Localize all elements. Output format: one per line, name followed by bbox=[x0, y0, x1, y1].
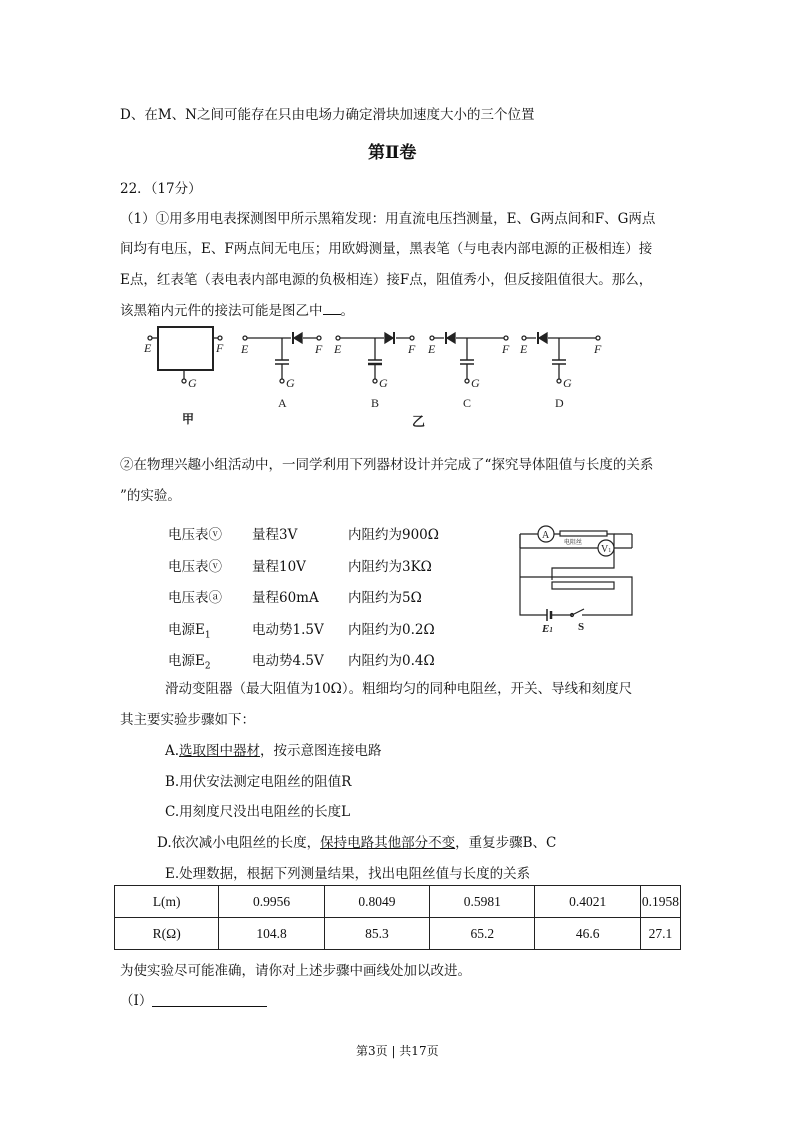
table-cell: 46.6 bbox=[535, 918, 640, 950]
equipment-name: 电压表ⓥ bbox=[168, 558, 222, 575]
equipment-resistance: 内阻约为0.2Ω bbox=[348, 621, 435, 638]
table-cell: 104.8 bbox=[219, 918, 324, 950]
step-d bbox=[157, 831, 556, 851]
resistance-wire bbox=[560, 531, 607, 536]
text: A. bbox=[165, 743, 180, 759]
answer-blank bbox=[323, 314, 341, 315]
row-header: R(Ω) bbox=[115, 918, 219, 950]
rheostat bbox=[552, 582, 614, 589]
table-row bbox=[115, 918, 681, 950]
label-g: G bbox=[188, 376, 197, 390]
label: F bbox=[408, 342, 416, 356]
label-jia: 甲 bbox=[182, 412, 195, 426]
text: 电源E bbox=[168, 621, 205, 638]
answer-label: （I） bbox=[120, 993, 153, 1009]
table-cell: 65.2 bbox=[430, 918, 535, 950]
text: 该黑箱内元件的接法可能是图乙中 bbox=[120, 303, 323, 319]
label: E bbox=[520, 342, 528, 356]
label: C bbox=[463, 396, 472, 410]
circuit-diagram bbox=[512, 520, 642, 635]
equipment-range: 量程60mA bbox=[252, 590, 319, 606]
equipment-name bbox=[168, 618, 211, 641]
table-cell: 0.9956 bbox=[219, 886, 324, 918]
paragraph-line: ”的实验。 bbox=[120, 488, 181, 504]
subscript: 1 bbox=[204, 630, 211, 641]
text: D.依次减小电阻丝的长度， bbox=[157, 835, 321, 851]
label: F bbox=[594, 342, 602, 356]
equipment-range: 量程3V bbox=[252, 527, 298, 543]
option-d: D、在M、N之间可能存在只由电场力确定滑块加速度大小的三个位置 bbox=[120, 107, 535, 123]
label: B bbox=[371, 396, 380, 410]
equipment-range: 量程10V bbox=[252, 558, 306, 575]
underlined-text: 保持电路其他部分不变 bbox=[320, 835, 456, 851]
table-cell: 0.5981 bbox=[430, 886, 535, 918]
table-cell: 0.1958 bbox=[640, 886, 680, 918]
paragraph-line: 其主要实验步骤如下： bbox=[120, 712, 255, 728]
option-D-circuit bbox=[519, 332, 602, 410]
step-c: C.用刻度尺没出电阻丝的长度L bbox=[165, 804, 351, 820]
table-cell: 0.8049 bbox=[324, 886, 429, 918]
text: 电源E bbox=[168, 653, 205, 669]
figure-jia bbox=[143, 327, 224, 426]
paragraph-line: （1）①用多用电表探测图甲所示黑箱发现：用直流电压挡测量，E、G两点间和F、G两点 bbox=[120, 211, 656, 227]
label: E bbox=[428, 342, 436, 356]
label-e: E bbox=[144, 341, 152, 355]
voltmeter-label: V1 bbox=[601, 544, 612, 555]
label: E bbox=[334, 342, 342, 356]
equipment-range: 电动势1.5V bbox=[252, 621, 324, 638]
equipment-resistance: 内阻约为900Ω bbox=[348, 527, 439, 543]
wire-label: 电阻丝 bbox=[564, 540, 583, 546]
paragraph-line: 间均有电压，E、F两点间无电压；用欧姆测量，黑表笔（与电表内部电源的正极相连）接 bbox=[120, 241, 653, 257]
equipment-resistance: 内阻约为0.4Ω bbox=[348, 653, 435, 669]
label: D bbox=[555, 396, 564, 410]
option-B-circuit bbox=[333, 332, 416, 410]
row-header: L(m) bbox=[115, 886, 219, 918]
equipment-name: 电压表ⓥ bbox=[168, 527, 222, 543]
table-cell: 0.4021 bbox=[535, 886, 640, 918]
label: G bbox=[563, 376, 572, 390]
equipment-range: 电动势4.5V bbox=[252, 653, 324, 669]
subscript: 2 bbox=[204, 661, 211, 672]
option-A-circuit bbox=[240, 332, 323, 410]
question-number: 22．（17分） bbox=[120, 181, 202, 197]
black-box-figure bbox=[110, 320, 610, 440]
option-C-circuit bbox=[427, 332, 510, 410]
label: E bbox=[241, 342, 249, 356]
label: G bbox=[379, 376, 388, 390]
section-title: 第Ⅱ卷 bbox=[368, 143, 417, 163]
underlined-text: 选取图中器材 bbox=[179, 743, 261, 759]
text: ，重复步骤B、C bbox=[455, 835, 557, 851]
table-cell: 85.3 bbox=[324, 918, 429, 950]
equipment-name: 电压表ⓐ bbox=[168, 590, 222, 606]
label: G bbox=[471, 376, 480, 390]
page-footer: 第3页 | 共17页 bbox=[356, 1044, 439, 1058]
paragraph-line: E点，红表笔（表电表内部电源的负极相连）接F点，阻值秀小，但反接阻值很大。那么， bbox=[120, 272, 653, 288]
equipment-name bbox=[168, 649, 211, 672]
label: G bbox=[286, 376, 295, 390]
step-a bbox=[165, 739, 382, 759]
paragraph-line: 滑动变阻器（最大阻值为10Ω）。粗细均匀的同种电阻丝，开关、导线和刻度尺 bbox=[165, 681, 633, 697]
switch-label: S bbox=[578, 621, 585, 633]
step-e: E.处理数据，根据下列测量结果，找出电阻丝值与长度的关系 bbox=[165, 866, 531, 882]
label: F bbox=[315, 342, 323, 356]
paragraph-line: ②在物理兴趣小组活动中，一同学利用下列器材设计并完成了“探究导体阻值与长度的关系 bbox=[120, 457, 654, 473]
text: 。 bbox=[340, 303, 354, 319]
equipment-resistance: 内阻约为3KΩ bbox=[348, 558, 432, 575]
label: A bbox=[278, 396, 287, 410]
equipment-resistance: 内阻约为5Ω bbox=[348, 590, 422, 606]
text: ，按示意图连接电路 bbox=[260, 743, 382, 759]
data-table bbox=[114, 885, 681, 950]
label-f: F bbox=[216, 341, 224, 355]
ammeter-label: A bbox=[542, 530, 550, 541]
table-cell: 27.1 bbox=[640, 918, 680, 950]
label-yi: 乙 bbox=[412, 414, 426, 429]
label: F bbox=[502, 342, 510, 356]
paragraph-line bbox=[120, 299, 354, 319]
step-b: B.用伏安法测定电阻丝的阻值R bbox=[165, 774, 352, 790]
paragraph-line: 为使实验尽可能准确，请你对上述步骤中画线处加以改进。 bbox=[120, 963, 471, 979]
answer-blank bbox=[152, 1006, 267, 1007]
source-label: E1 bbox=[542, 623, 553, 635]
answer-line bbox=[120, 989, 267, 1009]
table-row bbox=[115, 886, 681, 918]
